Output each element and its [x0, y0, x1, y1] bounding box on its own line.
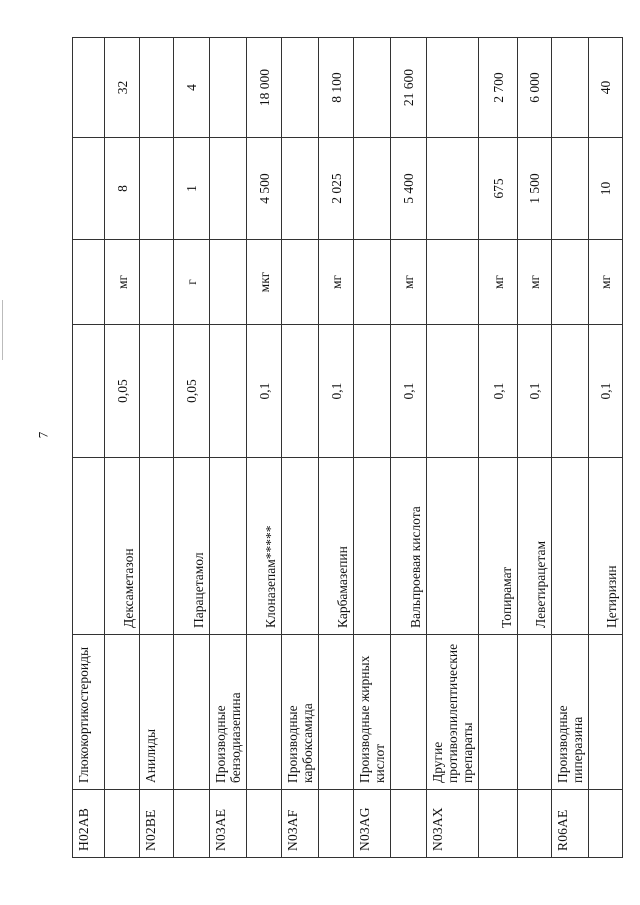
cell-code	[391, 790, 427, 858]
cell-dose	[354, 138, 391, 240]
cell-dose: 5 400	[391, 138, 427, 240]
cell-conc: 0,05	[105, 325, 140, 458]
cell-group	[319, 635, 354, 790]
cell-total: 18 000	[247, 38, 282, 138]
cell-drug: Вальпроевая кислота	[391, 458, 427, 635]
cell-total	[73, 38, 105, 138]
cell-conc	[73, 325, 105, 458]
cell-code	[105, 790, 140, 858]
scan-edge-mark	[2, 300, 3, 360]
cell-unit: мг	[105, 240, 140, 325]
cell-code: N02BE	[140, 790, 174, 858]
cell-drug	[210, 458, 247, 635]
cell-drug: Топирамат	[479, 458, 518, 635]
cell-total: 21 600	[391, 38, 427, 138]
cell-total: 4	[174, 38, 210, 138]
table-row	[73, 38, 105, 858]
cell-conc	[552, 325, 589, 458]
cell-code	[247, 790, 282, 858]
cell-group: Производные карбоксамида	[282, 635, 319, 790]
cell-unit	[282, 240, 319, 325]
cell-dose: 1	[174, 138, 210, 240]
cell-dose	[427, 138, 479, 240]
cell-unit	[210, 240, 247, 325]
cell-code: N03AE	[210, 790, 247, 858]
cell-total: 2 700	[479, 38, 518, 138]
cell-group: Производные бензодиазепина	[210, 635, 247, 790]
cell-dose: 10	[589, 138, 623, 240]
cell-drug	[354, 458, 391, 635]
cell-conc	[210, 325, 247, 458]
table-row	[247, 38, 282, 858]
cell-total	[210, 38, 247, 138]
cell-conc: 0,1	[247, 325, 282, 458]
table-row	[518, 38, 552, 858]
table-row	[354, 38, 391, 858]
cell-conc: 0,1	[589, 325, 623, 458]
cell-total: 8 100	[319, 38, 354, 138]
cell-total	[427, 38, 479, 138]
cell-code	[174, 790, 210, 858]
cell-drug	[282, 458, 319, 635]
table-row	[319, 38, 354, 858]
cell-group	[174, 635, 210, 790]
cell-total	[140, 38, 174, 138]
table-row	[479, 38, 518, 858]
cell-conc: 0,05	[174, 325, 210, 458]
cell-unit: мкг	[247, 240, 282, 325]
cell-dose: 8	[105, 138, 140, 240]
cell-unit	[354, 240, 391, 325]
cell-unit	[552, 240, 589, 325]
cell-code: R06AE	[552, 790, 589, 858]
cell-code: H02AB	[73, 790, 105, 858]
cell-dose: 4 500	[247, 138, 282, 240]
cell-code: N03AG	[354, 790, 391, 858]
cell-conc: 0,1	[391, 325, 427, 458]
cell-drug: Цетиризин	[589, 458, 623, 635]
cell-unit: мг	[319, 240, 354, 325]
cell-conc: 0,1	[518, 325, 552, 458]
cell-group: Глюкокортикостероиды	[73, 635, 105, 790]
cell-group	[479, 635, 518, 790]
cell-dose	[73, 138, 105, 240]
cell-group	[247, 635, 282, 790]
cell-group: Производные пиперазина	[552, 635, 589, 790]
cell-total	[354, 38, 391, 138]
table-row	[174, 38, 210, 858]
cell-dose: 1 500	[518, 138, 552, 240]
cell-group: Производные жирных кислот	[354, 635, 391, 790]
cell-drug	[427, 458, 479, 635]
cell-group	[105, 635, 140, 790]
cell-drug	[140, 458, 174, 635]
cell-total: 40	[589, 38, 623, 138]
cell-code: N03AX	[427, 790, 479, 858]
drug-table	[72, 37, 623, 858]
cell-unit: мг	[518, 240, 552, 325]
cell-unit: г	[174, 240, 210, 325]
cell-unit: мг	[589, 240, 623, 325]
cell-unit	[73, 240, 105, 325]
cell-code	[479, 790, 518, 858]
cell-dose: 675	[479, 138, 518, 240]
cell-group: Другие противоэпилептические препараты	[427, 635, 479, 790]
cell-total: 6 000	[518, 38, 552, 138]
cell-code: N03AF	[282, 790, 319, 858]
cell-dose: 2 025	[319, 138, 354, 240]
table-row	[391, 38, 427, 858]
table-row	[427, 38, 479, 858]
cell-drug	[73, 458, 105, 635]
table-row	[282, 38, 319, 858]
cell-dose	[210, 138, 247, 240]
cell-group	[518, 635, 552, 790]
cell-conc: 0,1	[319, 325, 354, 458]
cell-conc: 0,1	[479, 325, 518, 458]
cell-conc	[427, 325, 479, 458]
cell-drug: Дексаметазон	[105, 458, 140, 635]
cell-conc	[282, 325, 319, 458]
cell-unit: мг	[391, 240, 427, 325]
table-row	[140, 38, 174, 858]
cell-drug: Леветирацетам	[518, 458, 552, 635]
page-number: 7	[35, 431, 51, 439]
cell-drug	[552, 458, 589, 635]
table-row	[589, 38, 623, 858]
rotated-table-wrapper	[72, 38, 619, 858]
cell-code	[319, 790, 354, 858]
table-row	[210, 38, 247, 858]
cell-drug: Карбамазепин	[319, 458, 354, 635]
cell-unit	[140, 240, 174, 325]
table-row	[105, 38, 140, 858]
cell-total	[552, 38, 589, 138]
cell-conc	[354, 325, 391, 458]
cell-code	[518, 790, 552, 858]
cell-group	[391, 635, 427, 790]
cell-dose	[282, 138, 319, 240]
cell-dose	[552, 138, 589, 240]
cell-drug: Парацетамол	[174, 458, 210, 635]
cell-total: 32	[105, 38, 140, 138]
cell-dose	[140, 138, 174, 240]
cell-unit: мг	[479, 240, 518, 325]
cell-group	[589, 635, 623, 790]
cell-total	[282, 38, 319, 138]
cell-group: Анилиды	[140, 635, 174, 790]
cell-drug: Клоназепам*****	[247, 458, 282, 635]
table-body	[73, 38, 623, 858]
cell-conc	[140, 325, 174, 458]
table-row	[552, 38, 589, 858]
cell-unit	[427, 240, 479, 325]
cell-code	[589, 790, 623, 858]
